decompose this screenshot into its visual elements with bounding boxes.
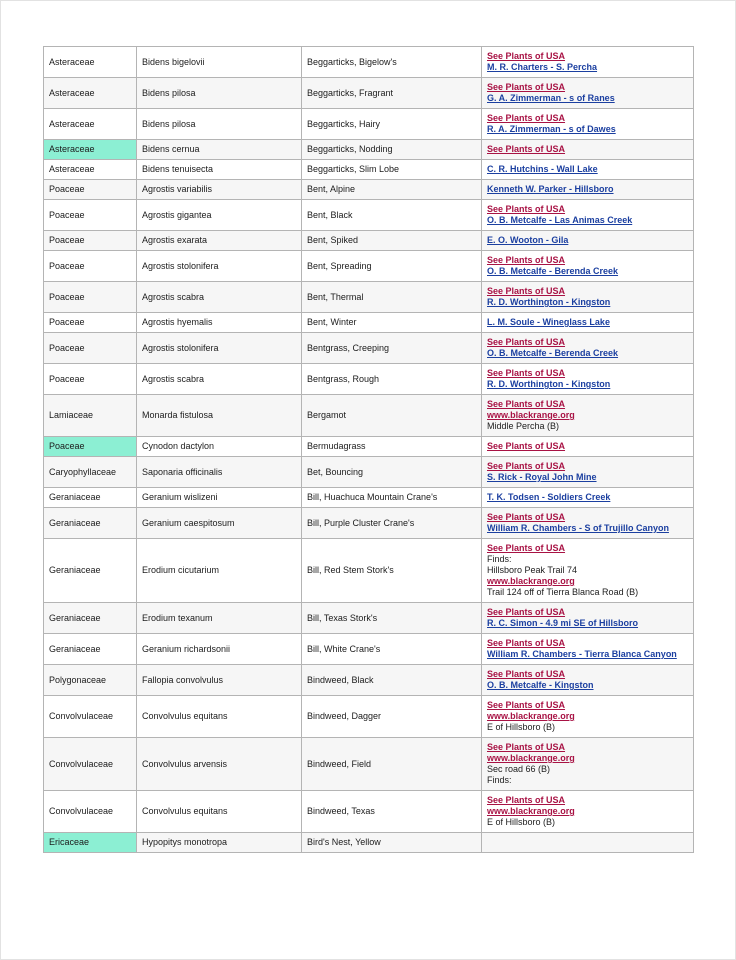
links-cell [482, 395, 694, 437]
common-name-cell: Bent, Alpine [302, 180, 482, 200]
table-row [44, 634, 694, 665]
table-row [44, 539, 694, 603]
family-cell: Polygonaceae [44, 665, 137, 696]
scientific-name-cell: Cynodon dactylon [137, 437, 302, 457]
scientific-name-cell: Agrostis scabra [137, 364, 302, 395]
scientific-name-cell: Convolvulus equitans [137, 791, 302, 833]
blackrange-link[interactable]: www.blackrange.org [487, 410, 575, 420]
family-cell: Geraniaceae [44, 603, 137, 634]
table-row [44, 437, 694, 457]
links-cell [482, 160, 694, 180]
blackrange-link[interactable]: www.blackrange.org [487, 753, 575, 763]
note-text: Sec road 66 (B) [487, 764, 551, 774]
table-row [44, 160, 694, 180]
note-text: Finds: [487, 554, 512, 564]
plants-of-usa-link[interactable]: See Plants of USA [487, 82, 566, 92]
table-row [44, 364, 694, 395]
scientific-name-cell: Bidens bigelovii [137, 47, 302, 78]
scientific-name-cell: Saponaria officinalis [137, 457, 302, 488]
links-cell [482, 696, 694, 738]
table-row [44, 457, 694, 488]
links-cell [482, 251, 694, 282]
plants-of-usa-link[interactable]: See Plants of USA [487, 669, 566, 679]
family-cell: Poaceae [44, 437, 137, 457]
family-cell: Lamiaceae [44, 395, 137, 437]
plants-of-usa-link[interactable]: See Plants of USA [487, 795, 566, 805]
note-text: Middle Percha (B) [487, 421, 560, 431]
table-row [44, 140, 694, 160]
links-cell [482, 47, 694, 78]
links-cell [482, 665, 694, 696]
common-name-cell: Bet, Bouncing [302, 457, 482, 488]
collector-location-link[interactable]: G. A. Zimmerman - s of Ranes [487, 93, 615, 103]
scientific-name-cell: Geranium richardsonii [137, 634, 302, 665]
links-cell [482, 791, 694, 833]
common-name-cell: Bent, Spreading [302, 251, 482, 282]
common-name-cell: Bent, Black [302, 200, 482, 231]
collector-location-link[interactable]: R. D. Worthington - Kingston [487, 297, 611, 307]
family-cell: Convolvulaceae [44, 738, 137, 791]
collector-location-link[interactable]: T. K. Todsen - Soldiers Creek [487, 492, 611, 502]
common-name-cell: Bill, Texas Stork's [302, 603, 482, 634]
collector-location-link[interactable]: R. D. Worthington - Kingston [487, 379, 611, 389]
table-row [44, 508, 694, 539]
family-cell: Geraniaceae [44, 634, 137, 665]
links-cell [482, 282, 694, 313]
common-name-cell: Bergamot [302, 395, 482, 437]
plants-of-usa-link[interactable]: See Plants of USA [487, 204, 566, 214]
scientific-name-cell: Hypopitys monotropa [137, 833, 302, 853]
family-cell: Geraniaceae [44, 508, 137, 539]
plants-of-usa-link[interactable]: See Plants of USA [487, 255, 566, 265]
table-row [44, 738, 694, 791]
links-cell [482, 313, 694, 333]
family-cell: Asteraceae [44, 160, 137, 180]
scientific-name-cell: Agrostis scabra [137, 282, 302, 313]
table-row [44, 333, 694, 364]
table-row [44, 488, 694, 508]
common-name-cell: Bindweed, Black [302, 665, 482, 696]
links-cell [482, 333, 694, 364]
family-cell: Caryophyllaceae [44, 457, 137, 488]
common-name-cell: Bill, Purple Cluster Crane's [302, 508, 482, 539]
collector-location-link[interactable]: O. B. Metcalfe - Las Animas Creek [487, 215, 633, 225]
family-cell: Poaceae [44, 251, 137, 282]
plants-of-usa-link[interactable]: See Plants of USA [487, 638, 566, 648]
family-cell: Geraniaceae [44, 539, 137, 603]
common-name-cell: Bindweed, Texas [302, 791, 482, 833]
plants-of-usa-link[interactable]: See Plants of USA [487, 144, 566, 154]
scientific-name-cell: Convolvulus equitans [137, 696, 302, 738]
table-row [44, 78, 694, 109]
common-name-cell: Beggarticks, Nodding [302, 140, 482, 160]
table-row [44, 251, 694, 282]
family-cell: Convolvulaceae [44, 791, 137, 833]
table-row [44, 696, 694, 738]
blackrange-link[interactable]: www.blackrange.org [487, 576, 575, 586]
family-cell: Poaceae [44, 180, 137, 200]
family-cell: Poaceae [44, 282, 137, 313]
links-cell [482, 488, 694, 508]
collector-location-link[interactable]: William R. Chambers - Tierra Blanca Canyon [487, 649, 677, 659]
common-name-cell: Bent, Thermal [302, 282, 482, 313]
table-row [44, 833, 694, 853]
blackrange-link[interactable]: www.blackrange.org [487, 711, 575, 721]
common-name-cell: Bird's Nest, Yellow [302, 833, 482, 853]
scientific-name-cell: Geranium caespitosum [137, 508, 302, 539]
scientific-name-cell: Erodium cicutarium [137, 539, 302, 603]
links-cell [482, 231, 694, 251]
links-cell [482, 180, 694, 200]
common-name-cell: Bindweed, Dagger [302, 696, 482, 738]
common-name-cell: Bill, White Crane's [302, 634, 482, 665]
plants-of-usa-link[interactable]: See Plants of USA [487, 337, 566, 347]
plants-of-usa-link[interactable]: See Plants of USA [487, 512, 566, 522]
table-row [44, 603, 694, 634]
note-text: Hillsboro Peak Trail 74 [487, 565, 578, 575]
family-cell: Poaceae [44, 231, 137, 251]
links-cell [482, 603, 694, 634]
links-cell [482, 78, 694, 109]
plants-of-usa-link[interactable]: See Plants of USA [487, 368, 566, 378]
scientific-name-cell: Bidens pilosa [137, 78, 302, 109]
collector-location-link[interactable]: R. C. Simon - 4.9 mi SE of Hillsboro [487, 618, 639, 628]
links-cell [482, 634, 694, 665]
family-cell: Asteraceae [44, 78, 137, 109]
table-row [44, 109, 694, 140]
links-cell [482, 833, 694, 853]
scientific-name-cell: Fallopia convolvulus [137, 665, 302, 696]
family-cell: Poaceae [44, 333, 137, 364]
scientific-name-cell: Bidens cernua [137, 140, 302, 160]
plants-of-usa-link[interactable]: See Plants of USA [487, 399, 566, 409]
plants-of-usa-link[interactable]: See Plants of USA [487, 441, 566, 451]
plant-checklist-table [43, 46, 694, 853]
links-cell [482, 364, 694, 395]
scientific-name-cell: Erodium texanum [137, 603, 302, 634]
scientific-name-cell: Agrostis variabilis [137, 180, 302, 200]
table-row [44, 180, 694, 200]
table-row [44, 313, 694, 333]
collector-location-link[interactable]: O. B. Metcalfe - Berenda Creek [487, 266, 619, 276]
plants-of-usa-link[interactable]: See Plants of USA [487, 51, 566, 61]
collector-location-link[interactable]: L. M. Soule - Wineglass Lake [487, 317, 610, 327]
note-text: E of Hillsboro (B) [487, 722, 556, 732]
family-cell: Poaceae [44, 200, 137, 231]
note-text: E of Hillsboro (B) [487, 817, 556, 827]
links-cell [482, 200, 694, 231]
common-name-cell: Bent, Winter [302, 313, 482, 333]
family-cell: Convolvulaceae [44, 696, 137, 738]
collector-location-link[interactable]: E. O. Wooton - Gila [487, 235, 569, 245]
scientific-name-cell: Geranium wislizeni [137, 488, 302, 508]
family-cell: Asteraceae [44, 109, 137, 140]
scientific-name-cell: Agrostis stolonifera [137, 251, 302, 282]
plants-of-usa-link[interactable]: See Plants of USA [487, 461, 566, 471]
scientific-name-cell: Bidens tenuisecta [137, 160, 302, 180]
common-name-cell: Bindweed, Field [302, 738, 482, 791]
collector-location-link[interactable]: R. A. Zimmerman - s of Dawes [487, 124, 616, 134]
links-cell [482, 457, 694, 488]
collector-location-link[interactable]: C. R. Hutchins - Wall Lake [487, 164, 598, 174]
collector-location-link[interactable]: M. R. Charters - S. Percha [487, 62, 598, 72]
table-row [44, 47, 694, 78]
table-row [44, 395, 694, 437]
plants-of-usa-link[interactable]: See Plants of USA [487, 286, 566, 296]
family-cell: Asteraceae [44, 140, 137, 160]
scientific-name-cell: Monarda fistulosa [137, 395, 302, 437]
collector-location-link[interactable]: S. Rick - Royal John Mine [487, 472, 597, 482]
scientific-name-cell: Agrostis gigantea [137, 200, 302, 231]
links-cell [482, 508, 694, 539]
common-name-cell: Beggarticks, Hairy [302, 109, 482, 140]
collector-location-link[interactable]: Kenneth W. Parker - Hillsboro [487, 184, 614, 194]
family-cell: Poaceae [44, 313, 137, 333]
common-name-cell: Bent, Spiked [302, 231, 482, 251]
common-name-cell: Beggarticks, Fragrant [302, 78, 482, 109]
collector-location-link[interactable]: William R. Chambers - S of Trujillo Canyon [487, 523, 669, 533]
common-name-cell: Bentgrass, Creeping [302, 333, 482, 364]
scientific-name-cell: Agrostis stolonifera [137, 333, 302, 364]
scientific-name-cell: Agrostis exarata [137, 231, 302, 251]
common-name-cell: Bermudagrass [302, 437, 482, 457]
links-cell [482, 437, 694, 457]
table-row [44, 200, 694, 231]
collector-location-link[interactable]: O. B. Metcalfe - Kingston [487, 680, 594, 690]
common-name-cell: Bill, Red Stem Stork's [302, 539, 482, 603]
blackrange-link[interactable]: www.blackrange.org [487, 806, 575, 816]
plants-of-usa-link[interactable]: See Plants of USA [487, 113, 566, 123]
links-cell [482, 109, 694, 140]
scientific-name-cell: Bidens pilosa [137, 109, 302, 140]
scientific-name-cell: Convolvulus arvensis [137, 738, 302, 791]
links-cell [482, 140, 694, 160]
table-row [44, 231, 694, 251]
note-text: Trail 124 off of Tierra Blanca Road (B) [487, 587, 639, 597]
table-row [44, 791, 694, 833]
plants-of-usa-link[interactable]: See Plants of USA [487, 543, 566, 553]
family-cell: Asteraceae [44, 47, 137, 78]
plants-of-usa-link[interactable]: See Plants of USA [487, 700, 566, 710]
plants-of-usa-link[interactable]: See Plants of USA [487, 607, 566, 617]
collector-location-link[interactable]: O. B. Metcalfe - Berenda Creek [487, 348, 619, 358]
common-name-cell: Beggarticks, Bigelow's [302, 47, 482, 78]
common-name-cell: Bentgrass, Rough [302, 364, 482, 395]
common-name-cell: Beggarticks, Slim Lobe [302, 160, 482, 180]
family-cell: Poaceae [44, 364, 137, 395]
family-cell: Geraniaceae [44, 488, 137, 508]
note-text: Finds: [487, 775, 512, 785]
table-row [44, 282, 694, 313]
table-row [44, 665, 694, 696]
links-cell [482, 738, 694, 791]
family-cell: Ericaceae [44, 833, 137, 853]
scientific-name-cell: Agrostis hyemalis [137, 313, 302, 333]
links-cell [482, 539, 694, 603]
plant-table-body [44, 47, 694, 853]
plants-of-usa-link[interactable]: See Plants of USA [487, 742, 566, 752]
common-name-cell: Bill, Huachuca Mountain Crane's [302, 488, 482, 508]
